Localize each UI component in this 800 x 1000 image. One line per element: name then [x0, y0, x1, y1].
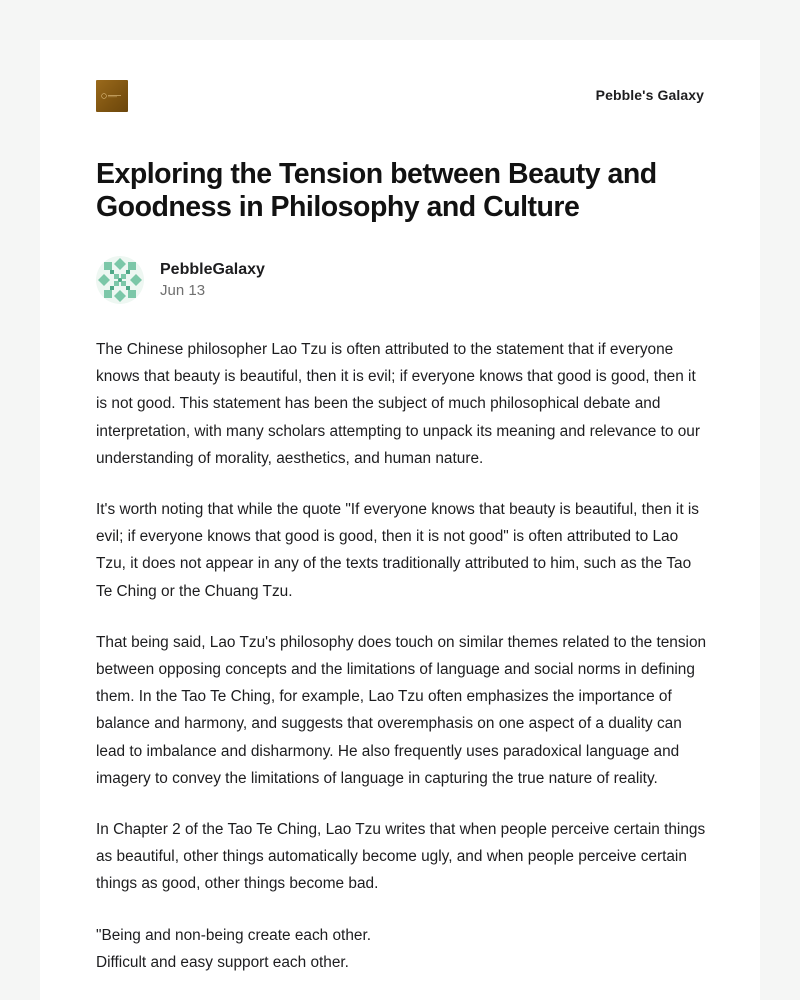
publication-header — [96, 80, 704, 112]
body-paragraph: The Chinese philosopher Lao Tzu is often attributed to the statement that if everyone knows that beauty is beautiful, then it is evil; if everyone knows that good is good, then it is not good. This statement has been the subject of much philosophical debate and interpretation, with many scholars attempting to unpack its meaning and relevance to our understanding of morality, aesthetics, and human nature. — [96, 341, 700, 467]
quote-line: "Being and non-being create each other. — [96, 926, 372, 944]
quote-block — [96, 922, 708, 976]
body-paragraph: In Chapter 2 of the Tao Te Ching, Lao Tzu writes that when people perceive certain things as beautiful, other things automatically become ugly, and when people perceive certain things as good, other things become bad. — [96, 821, 706, 893]
post-card — [40, 40, 760, 1000]
pebbles-galaxy-logo-icon[interactable] — [96, 80, 128, 112]
quote-line: Difficult and easy support each other. — [96, 953, 349, 971]
post-date: Jun 13 — [160, 282, 206, 299]
post-body — [96, 336, 708, 976]
logo-wordmark — [101, 92, 123, 100]
author-byline — [96, 256, 496, 304]
author-name[interactable]: PebbleGalaxy — [160, 261, 265, 278]
post-title: Exploring the Tension between Beauty and Goodness in Philosophy and Culture — [96, 158, 657, 223]
body-paragraph: That being said, Lao Tzu's philosophy does touch on similar themes related to the tension between opposing concepts and the limitations of language and social norms in defining them. In the Tao Te Ching, for example, Lao Tzu often emphasizes the importance of balance and harmony, and suggests that overemphasis on one aspect of a duality can lead to imbalance and disharmony. He also frequently uses paradoxical language and imagery to convey the limitations of language in capturing the true nature of reality. — [96, 633, 707, 787]
avatar-pattern — [96, 256, 144, 304]
publication-name[interactable]: Pebble's Galaxy — [595, 87, 704, 103]
author-avatar-icon[interactable] — [96, 256, 144, 304]
body-paragraph: It's worth noting that while the quote "If everyone knows that beauty is beautiful, then it is evil; if everyone knows that good is good, then it is not good" is often attributed to Lao Tzu, it does not appear in any of the texts traditionally attributed to him, such as the Tao Te Ching or the Chuang Tzu. — [96, 501, 700, 600]
